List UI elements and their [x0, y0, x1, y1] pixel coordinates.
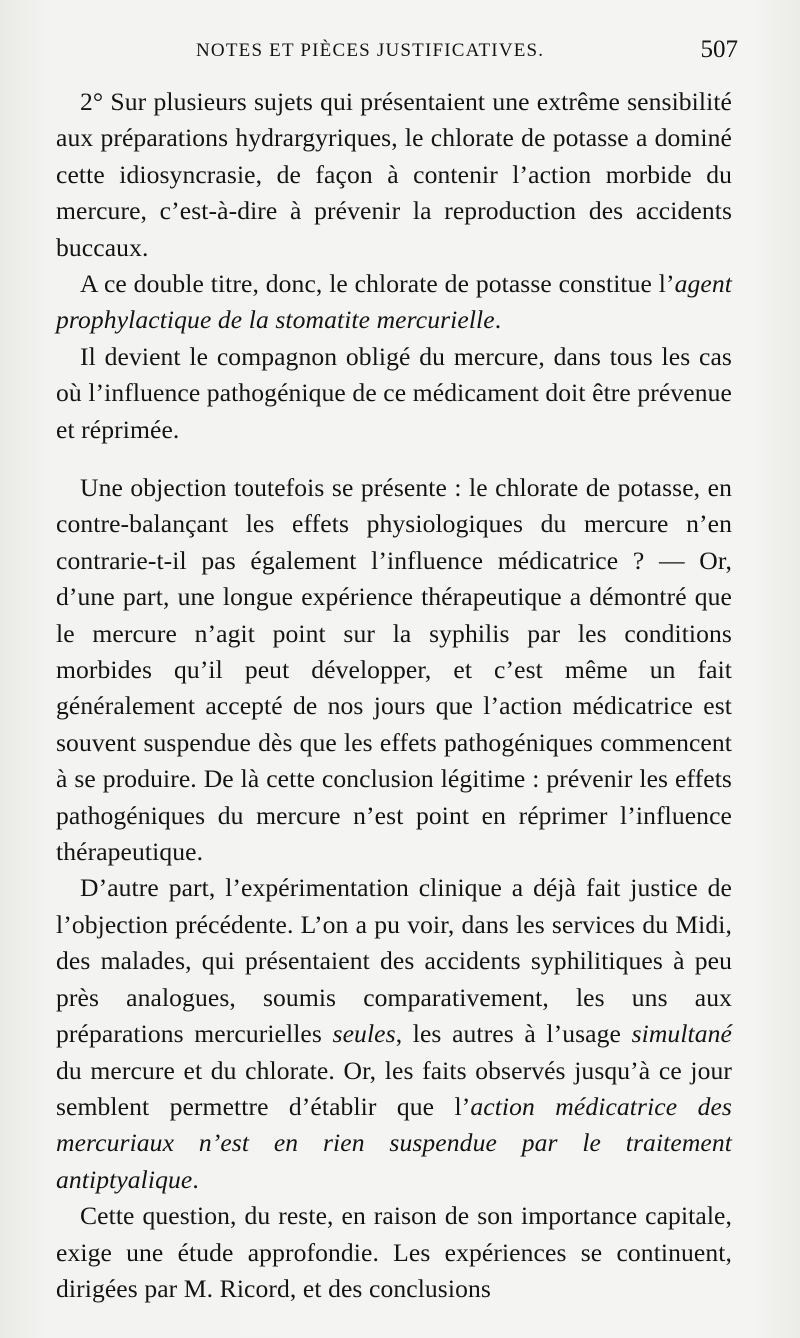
paragraph-objection: Une objection toutefois se présente : le chlorate de potasse, en contre-balançant les effets physiologiques du mercure n’en contrarie-t-il pas également l’influence médicatrice ? — Or, d’une part, une longue expérience thérapeutique a démontré que le mercure n’agit point sur la syphilis par les conditions morbides qu’il peut développer, et c’est même un fait généralement accepté de nos jours que l’action médicatrice est souvent suspendue dès que les effets pathogéniques commencent à se produire. De là cette conclusion légitime : prévenir les effets pathogéniques du mercure n’est point en réprimer l’influence thérapeutique.	[56, 473, 732, 867]
paragraph-experimentation: D’autre part, l’expérimentation clinique a déjà fait justice de l’objection précédente. L’on a pu voir, dans les services du Midi, des malades, qui présentaient des accidents syphilitiques à peu près analogues, soumis comparativement, les uns aux préparations mercurielles seules, les autres à l’usage simultané du mercure et du chlorate. Or, les faits observés jusqu’à ce jour semblent permettre d’établir que l’action médicatrice des mercuriaux n’est en rien suspendue par le traitement antiptyalique.	[56, 873, 733, 1194]
paragraph-point-2: 2° Sur plusieurs sujets qui présentaient une extrême sensibilité aux préparations hydrargyriques, le chlorate de potasse a dominé cette idiosyncrasie, de façon à contenir l’action morbide du mercure, c’est-à-dire à prévenir la reproduction des accidents buccaux.	[56, 87, 732, 262]
italic-phrase: action médicatrice des mercuriaux n’est en rien suspendue par le traitement antiptyalique	[56, 1091, 732, 1194]
paragraph-compagnon: Il devient le compagnon obligé du mercure, dans tous les cas où l’influence pathogénique de ce médicament doit être prévenue et réprimée.	[56, 341, 732, 444]
paragraph-double-titre: A ce double titre, donc, le chlorate de potasse constitue l’agent prophylactique de la stomatite mercurielle.	[56, 269, 732, 335]
page-number: 507	[700, 36, 738, 63]
running-head: NOTES ET PIÈCES JUSTIFICATIVES.	[196, 40, 545, 61]
page-header	[56, 38, 738, 70]
paragraph-question: Cette question, du reste, en raison de son importance capitale, exige une étude approfondie. Les expériences se continuent, dirigées par M. Ricord, et des conclusions	[56, 1201, 732, 1303]
italic-word: seules	[332, 1019, 396, 1049]
italic-phrase: agent prophylactique de la stomatite mercurielle	[56, 269, 732, 335]
text-block-bottom	[56, 470, 732, 1307]
italic-word: simultané	[631, 1019, 733, 1049]
text-block-top	[56, 84, 732, 448]
